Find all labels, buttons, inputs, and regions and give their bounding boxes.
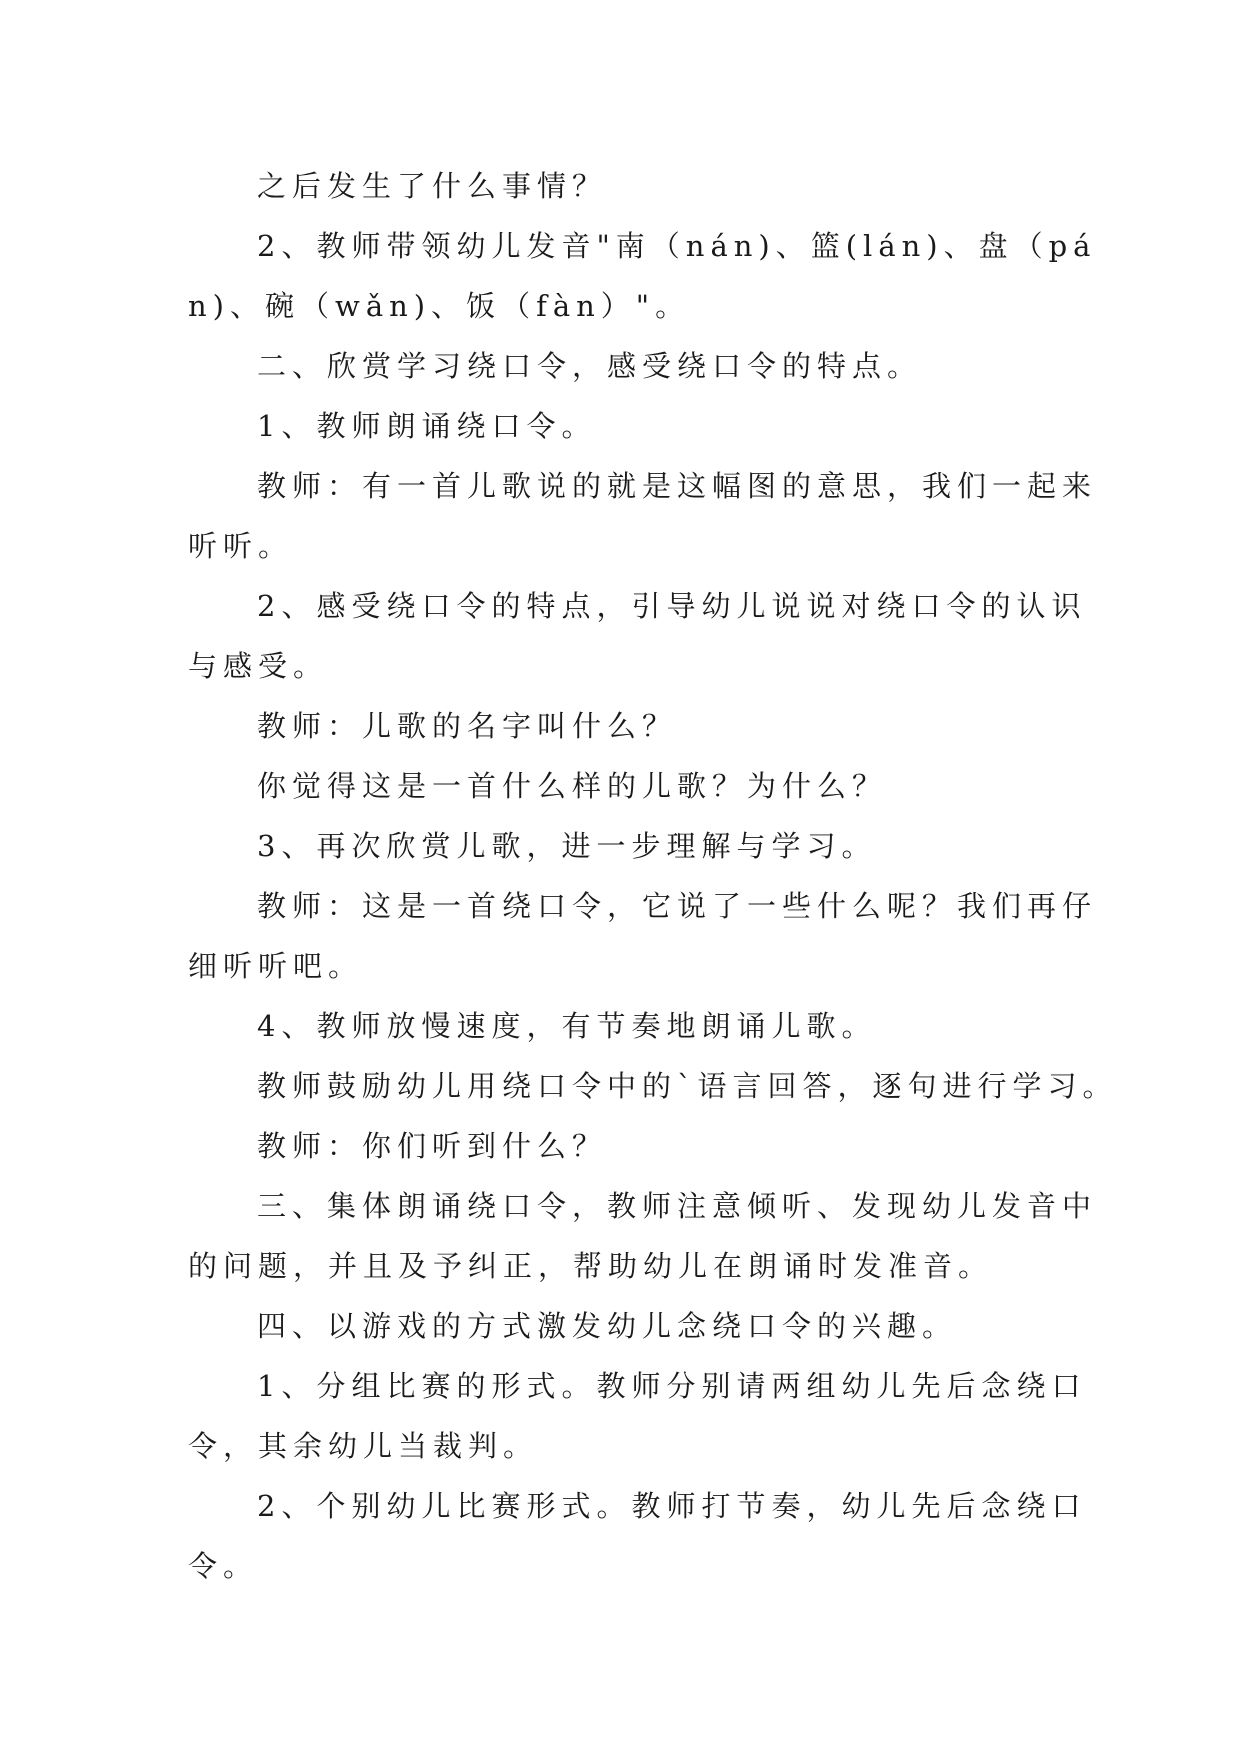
text-line-14: 细听听吧。 — [188, 949, 364, 983]
text-line-3: n)、碗（wǎn)、饭（fàn）"。 — [188, 289, 691, 323]
text-line-6: 教师：有一首儿歌说的就是这幅图的意思，我们一起来 — [257, 469, 1098, 503]
text-line-18: 三、集体朗诵绕口令，教师注意倾听、发现幼儿发音中 — [257, 1189, 1098, 1223]
text-line-4: 二、欣赏学习绕口令，感受绕口令的特点。 — [257, 349, 923, 383]
text-line-7: 听听。 — [188, 529, 294, 563]
text-line-20: 四、以游戏的方式激发幼儿念绕口令的兴趣。 — [257, 1309, 958, 1343]
text-line-22: 令，其余幼儿当裁判。 — [188, 1429, 539, 1463]
text-line-17: 教师：你们听到什么？ — [257, 1129, 608, 1163]
text-line-11: 你觉得这是一首什么样的儿歌？为什么？ — [257, 769, 888, 803]
text-line-19: 的问题，并且及予纠正，帮助幼儿在朗诵时发准音。 — [188, 1249, 994, 1283]
text-line-1: 之后发生了什么事情？ — [257, 169, 608, 203]
text-line-9: 与感受。 — [188, 649, 329, 683]
text-line-15: 4、教师放慢速度，有节奏地朗诵儿歌。 — [257, 1009, 877, 1043]
text-line-21: 1、分组比赛的形式。教师分别请两组幼儿先后念绕口 — [257, 1369, 1087, 1403]
text-line-2: 2、教师带领幼儿发音"南（nán)、篮(lán)、盘（pá — [257, 229, 1097, 263]
text-line-24: 令。 — [188, 1549, 259, 1583]
text-line-10: 教师：儿歌的名字叫什么？ — [257, 709, 678, 743]
text-line-16: 教师鼓励幼儿用绕口令中的`语言回答，逐句进行学习。 — [257, 1069, 1118, 1103]
text-line-13: 教师：这是一首绕口令，它说了一些什么呢？我们再仔 — [257, 889, 1098, 923]
text-line-12: 3、再次欣赏儿歌，进一步理解与学习。 — [257, 829, 877, 863]
text-line-23: 2、个别幼儿比赛形式。教师打节奏，幼儿先后念绕口 — [257, 1489, 1087, 1523]
text-line-5: 1、教师朗诵绕口令。 — [257, 409, 597, 443]
text-line-8: 2、感受绕口令的特点，引导幼儿说说对绕口令的认识 — [257, 589, 1087, 623]
